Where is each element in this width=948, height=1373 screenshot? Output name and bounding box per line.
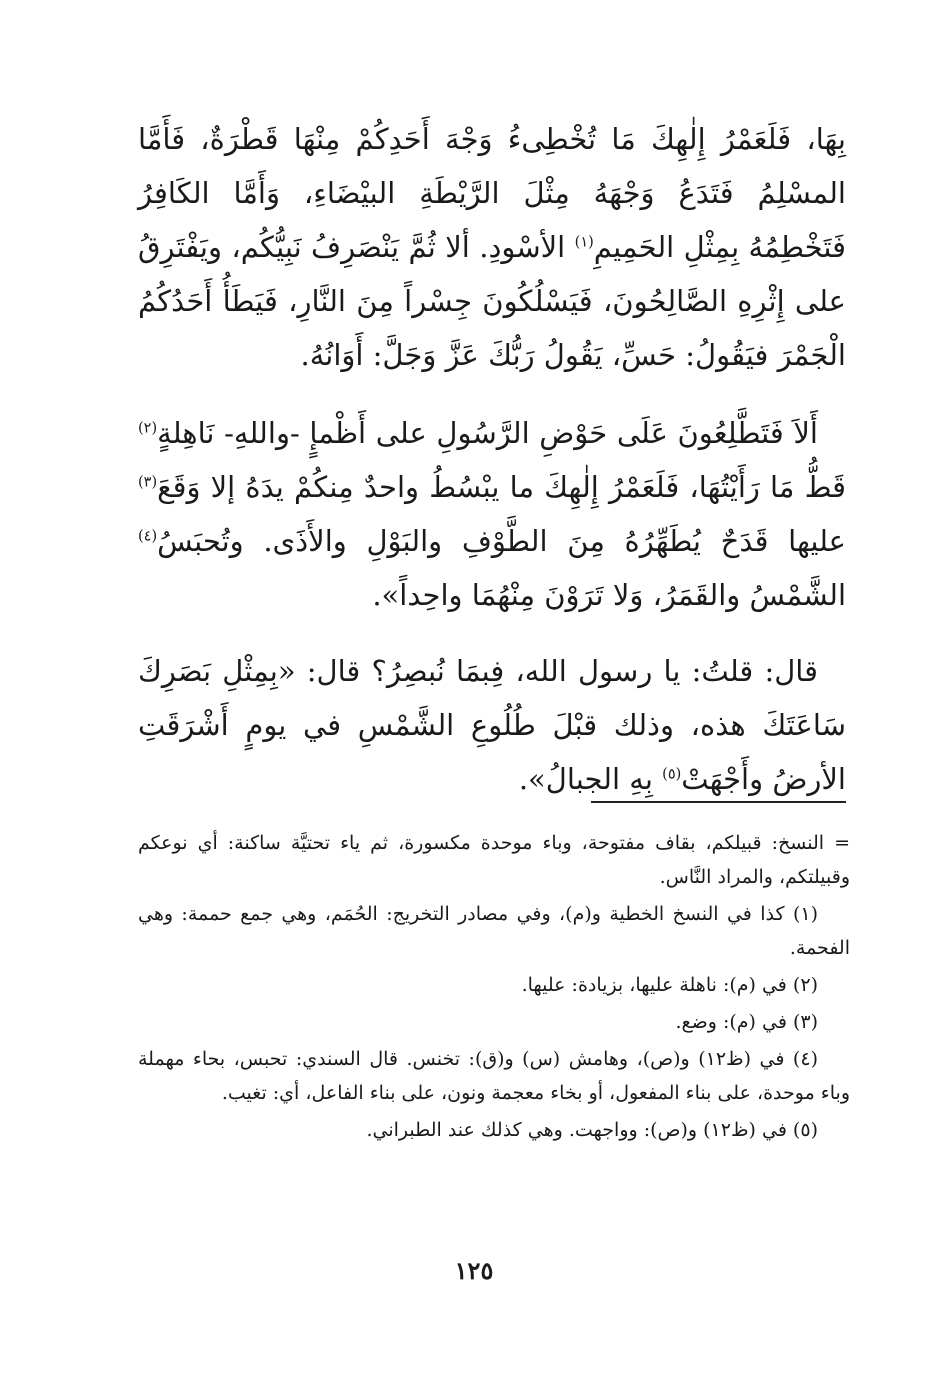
footnote-3: (٣) في (م): وضع. [675,1011,818,1033]
footnote-continuation: = النسخ: قبيلكم، بقاف مفتوحة، وباء موحدة مكسورة، ثم ياء تحتيَّة ساكنة: أي نوعكم وقبيلتكم، والمراد النَّاس. [138,832,851,888]
paragraph-2-text-b: قَطُّ مَا رَأَيْتُهَا، فَلَعَمْرُ إِلٰهِكَ ما يبْسُطُ واحدٌ مِنكُمْ يدَهُ إلا وَقَعَ [157,470,846,504]
page-number: ١٢٥ [454,1256,494,1285]
paragraph-2-text-d: الشَّمْسُ والقَمَرُ، وَلا تَرَوْنَ مِنْهُمَا واحِداً». [372,578,846,612]
paragraph-2-text-a: أَلاَ فَتَطَّلِعُونَ عَلَى حَوْضِ الرَّسُولِ على أَظْمإٍ -واللهِ- نَاهِلةٍ [157,416,818,450]
footnote-mark-5: (٥) [662,766,682,783]
paragraph-2 [138,406,846,622]
footnote-mark-4: (٤) [138,528,158,545]
footnote-5: (٥) في (ظ١٢) و(ص): وواجهت. وهي كذلك عند الطبراني. [366,1119,818,1141]
footnote-mark-1: (١) [574,234,594,251]
footnote-separator [591,801,846,803]
paragraph-3-text-b: بِهِ الجبالُ». [518,762,663,796]
paragraph-1-text-rest: الأسْودِ. ألا ثُمَّ يَنْصَرِفُ نَبِيُّكُم، ويَفْتَرِقُ على إِثْرِهِ الصَّالِحُونَ، فَيَسْلُكُونَ جِسْراً مِنَ النَّارِ، فَيَطَأُ أَحَدُكُمُ الْجَمْرَ فيَقُولُ: حَسِّ، يَقُولُ رَبُّكَ عَزَّ وَجَلَّ: أَوَانُهُ. [138,230,846,372]
footnote-1: (١) كذا في النسخ الخطية و(م)، وفي مصادر التخريج: الحُمَم، وهي جمع حممة: وهي الفحمة. [138,903,850,959]
main-text [138,112,846,828]
footnote-4: (٤) في (ظ١٢) و(ص)، وهامش (س) و(ق): تخنس. قال السندي: تحبس، بحاء مهملة وباء موحدة، على بناء المفعول، أو بخاء معجمة ونون، على بناء الفاعل، أي: تغيب. [138,1048,850,1104]
footnote-mark-3: (٣) [138,474,158,491]
paragraph-3 [138,644,846,806]
paragraph-3-text-a: قال: قلتُ: يا رسول الله، فِبمَا نُبصِرُ؟ قال: «بِمِثْلِ بَصَرِكَ سَاعَتَكَ هذه، وذلك قبْلَ طُلُوعِ الشَّمْسِ في يومٍ أَشْرَقَتِ الأرضُ وأَجْهَتْ [138,654,846,796]
paragraph-2-text-c: عليها قَدَحٌ يُطَهِّرُهُ مِنَ الطَّوْفِ والبَوْلِ والأَذَى. وتُحبَسُ [157,524,846,558]
paragraph-1-text: بِهَا، فَلَعَمْرُ إِلٰهِكَ مَا تُخْطِىءُ وَجْهَ أَحَدِكُمْ مِنْهَا قَطْرَةٌ، فَأَمَّا المسْلِمُ فَتَدَعُ وَجْهَهُ مِثْلَ الرَّيْطَةِ البيْضَاءِ، وَأَمَّا الكَافِرُ فَتَخْطِمُهُ بِمِثْلِ الحَمِيمِ [138,122,846,264]
footnote-2: (٢) في (م): ناهلة عليها، بزيادة: عليها. [521,974,818,996]
footnote-mark-2: (٢) [138,420,158,437]
paragraph-1 [138,112,846,382]
footnotes [138,826,850,1150]
